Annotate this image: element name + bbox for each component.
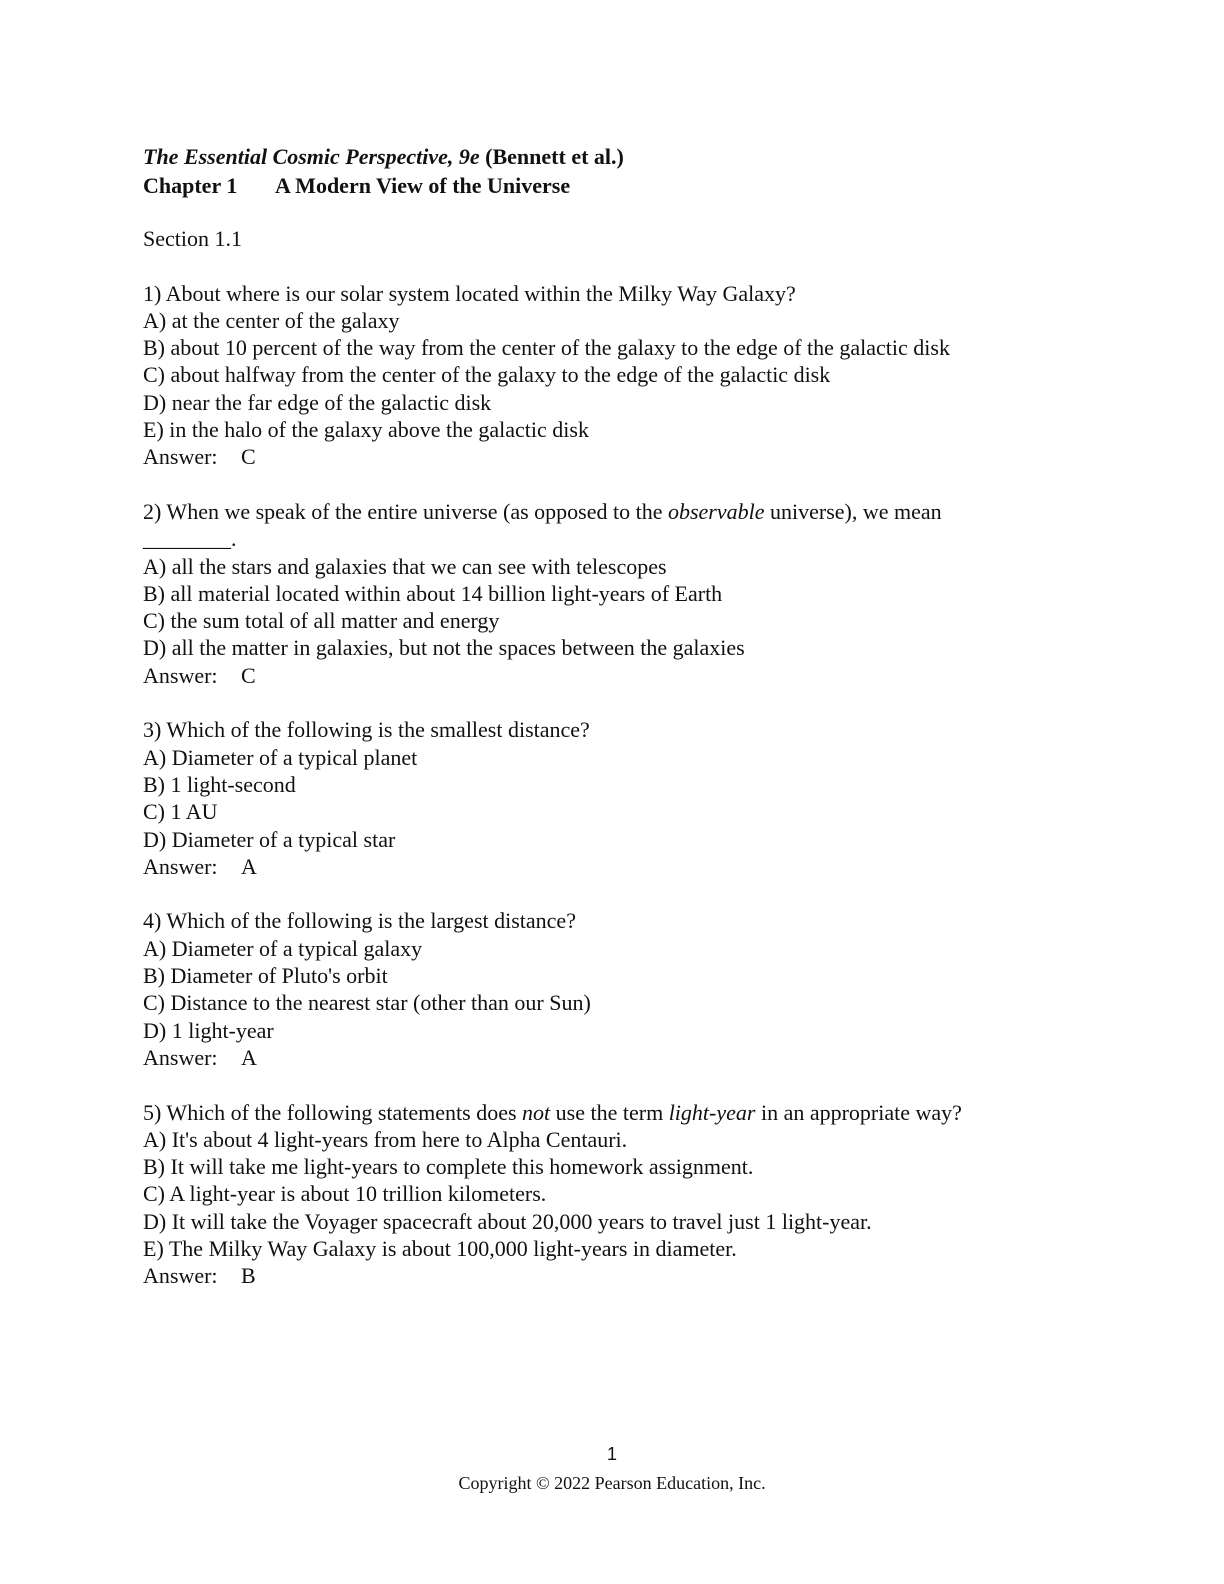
question-stem-emphasis: light-year bbox=[668, 1099, 756, 1125]
answer-option: C) A light-year is about 10 trillion kilometers. bbox=[143, 1181, 547, 1207]
answer-value: C bbox=[241, 662, 256, 688]
answer-option: D) all the matter in galaxies, but not the spaces between the galaxies bbox=[143, 635, 745, 661]
chapter-title: A Modern View of the Universe bbox=[275, 173, 571, 198]
question-stem-emphasis: not bbox=[522, 1099, 551, 1125]
answer-value: A bbox=[241, 853, 257, 879]
answer-label: Answer: bbox=[143, 662, 218, 688]
answer-line bbox=[143, 1262, 1103, 1289]
question-stem-text: 5) Which of the following statements does bbox=[143, 1099, 523, 1125]
answer-option: D) near the far edge of the galactic disk bbox=[143, 389, 492, 415]
answer-option: B) all material located within about 14 billion light-years of Earth bbox=[143, 580, 723, 606]
question-2 bbox=[143, 498, 1103, 689]
answer-option: A) It's about 4 light-years from here to Alpha Centauri. bbox=[143, 1126, 628, 1152]
chapter-label: Chapter 1 bbox=[143, 173, 238, 198]
copyright-notice: Copyright © 2022 Pearson Education, Inc. bbox=[458, 1473, 766, 1493]
answer-line bbox=[143, 662, 1103, 689]
question-5 bbox=[143, 1099, 1103, 1290]
question-stem-text: universe), we mean bbox=[764, 498, 942, 524]
question-stem-text: in an appropriate way? bbox=[755, 1099, 962, 1125]
answer-line bbox=[143, 443, 1103, 470]
question-stem-text: 2) When we speak of the entire universe (as opposed to the bbox=[143, 498, 668, 524]
chapter-heading bbox=[143, 171, 1103, 200]
answer-option: B) 1 light-second bbox=[143, 771, 296, 797]
answer-option: D) 1 light-year bbox=[143, 1017, 274, 1043]
question-stem: 1) About where is our solar system located within the Milky Way Galaxy? bbox=[143, 280, 796, 306]
book-authors: (Bennett et al.) bbox=[479, 144, 624, 169]
question-4 bbox=[143, 907, 1103, 1071]
question-stem-text: use the term bbox=[550, 1099, 669, 1125]
answer-option: B) about 10 percent of the way from the center of the galaxy to the edge of the galactic disk bbox=[143, 335, 950, 361]
answer-label: Answer: bbox=[143, 853, 218, 879]
answer-option: E) in the halo of the galaxy above the galactic disk bbox=[143, 417, 589, 443]
answer-option: C) the sum total of all matter and energy bbox=[143, 608, 500, 634]
page-number: 1 bbox=[606, 1444, 617, 1464]
answer-option: E) The Milky Way Galaxy is about 100,000 light-years in diameter. bbox=[143, 1235, 737, 1261]
answer-option: C) Distance to the nearest star (other than our Sun) bbox=[143, 990, 591, 1016]
book-title-line bbox=[143, 142, 1103, 171]
answer-value: A bbox=[241, 1044, 257, 1070]
answer-option: D) Diameter of a typical star bbox=[143, 826, 396, 852]
answer-line bbox=[143, 853, 1103, 880]
question-stem bbox=[143, 1099, 1103, 1126]
answer-option: A) Diameter of a typical planet bbox=[143, 744, 418, 770]
page-content bbox=[143, 142, 1103, 1290]
question-blank: ________. bbox=[143, 526, 237, 552]
answer-label: Answer: bbox=[143, 444, 218, 470]
answer-label: Answer: bbox=[143, 1263, 218, 1289]
answer-value: C bbox=[241, 444, 256, 470]
answer-option: A) all the stars and galaxies that we can see with telescopes bbox=[143, 553, 667, 579]
question-stem: 3) Which of the following is the smallest distance? bbox=[143, 717, 590, 743]
answer-option: B) Diameter of Pluto's orbit bbox=[143, 963, 388, 989]
answer-line bbox=[143, 1044, 1103, 1071]
book-title: The Essential Cosmic Perspective, 9e bbox=[143, 144, 480, 169]
answer-option: B) It will take me light-years to complete this homework assignment. bbox=[143, 1154, 754, 1180]
answer-value: B bbox=[241, 1263, 256, 1289]
question-stem-emphasis: observable bbox=[667, 498, 765, 524]
answer-option: A) Diameter of a typical galaxy bbox=[143, 935, 423, 961]
answer-option: A) at the center of the galaxy bbox=[143, 307, 400, 333]
answer-option: C) 1 AU bbox=[143, 799, 218, 825]
question-stem: 4) Which of the following is the largest distance? bbox=[143, 908, 576, 934]
section-label: Section 1.1 bbox=[143, 226, 242, 251]
answer-option: D) It will take the Voyager spacecraft about 20,000 years to travel just 1 light-year. bbox=[143, 1208, 872, 1234]
question-1 bbox=[143, 280, 1103, 471]
answer-option: C) about halfway from the center of the galaxy to the edge of the galactic disk bbox=[143, 362, 831, 388]
question-3 bbox=[143, 716, 1103, 880]
question-stem bbox=[143, 498, 1103, 525]
answer-label: Answer: bbox=[143, 1044, 218, 1070]
